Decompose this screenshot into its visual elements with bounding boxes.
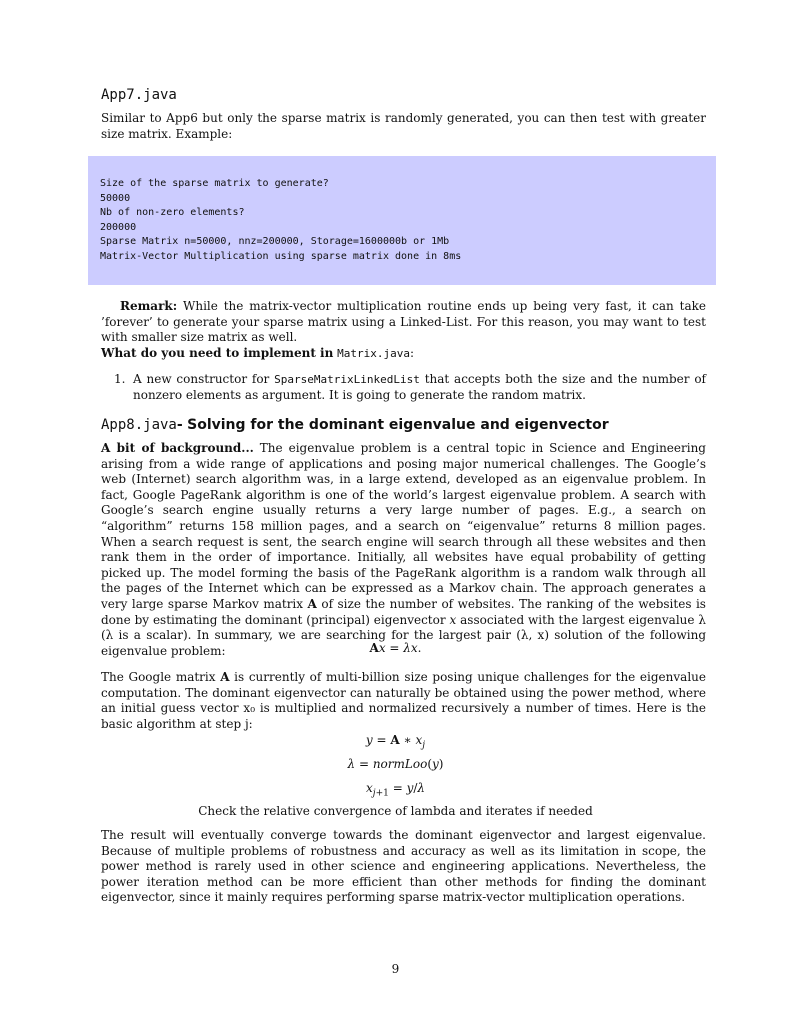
algorithm-line-3: $x_{j+1} = y/\lambda$ bbox=[366, 781, 425, 799]
code-line: 200000 bbox=[100, 221, 137, 233]
app7-heading: App7.java bbox=[101, 87, 177, 103]
page-number: 9 bbox=[391, 962, 400, 976]
convergence-note: Check the relative convergence of lambda and iterates if needed bbox=[198, 804, 593, 818]
remark-paragraph bbox=[101, 299, 706, 346]
app8-heading: App8.java- Solving for the dominant eigenvalue and eigenvector bbox=[101, 417, 609, 433]
google-paragraph: The Google matrix A is currently of multi-billion size posing unique challenges for the eigenvalue computation. The dominant eigenvector can naturally be obtained using the power method, where an initial guess vector x₀ is multiplied and normalized recursively a number of times. Here is the basic algorithm at step j: bbox=[101, 670, 706, 731]
remark-text: While the matrix-vector multiplication routine ends up being very fast, it can take ’forever’ to generate your sparse matrix using a Linked-List. For this reason, you may want to test with smaller size matrix as well. bbox=[101, 299, 706, 345]
background-paragraph: A bit of background... The eigenvalue problem is a central topic in Science and Engineering arising from a wide range of applications and posing major numerical challenges. The Google’s web (Internet) search algorithm was, in a large extend, developed as an eigenvalue problem. In fact, Google PageRank algorithm is one of the world’s largest eigenvalue problem. A search with Google’s search engine usually returns a very large number of pages. E.g., a search on “algorithm” returns 158 million pages, and a search on “eigenvalue” returns 8 million pages. When a search request is sent, the search engine will search through all these websites and then rank them in the order of importance. Initially, all websites have equal probability of getting picked up. The model forming the basis of the PageRank algorithm is a random walk through all the pages of the Internet which can be expressed as a Markov chain. The approach generates a very large sparse Markov matrix A of size the number of websites. The ranking of the websites is done by estimating the dominant (principal) eigenvector x associated with the largest eigenvalue λ (λ is a scalar). In summary, we are searching for the largest pair (λ, x) solution of the following eigenvalue problem: bbox=[101, 441, 706, 658]
algorithm-line-1: y = A ∗ $x_j$ bbox=[365, 733, 426, 751]
code-line: 50000 bbox=[100, 192, 131, 204]
implement-heading: What do you need to implement in Matrix.java: bbox=[101, 346, 415, 360]
remark-label: Remark: bbox=[120, 299, 178, 313]
code-line: Size of the sparse matrix to generate? bbox=[100, 178, 329, 189]
conclusion-paragraph: The result will eventually converge towards the dominant eigenvector and largest eigenvalue. Because of multiple problems of robustness and accuracy as well as its limitation in scope, the power method is rarely used in other science and engineering applications. Nevertheless, the power iteration method can be more efficient than other methods for finding the dominant eigenvector, since it mainly requires performing sparse matrix-vector multiplication operations. bbox=[101, 828, 706, 905]
code-line: Matrix-Vector Multiplication using sparse matrix done in 8ms bbox=[100, 250, 462, 262]
list-number: 1. bbox=[114, 372, 126, 386]
algorithm-line-2: λ = normLoo(y) bbox=[347, 757, 444, 771]
code-line: Nb of non-zero elements? bbox=[100, 207, 245, 218]
code-example-box bbox=[88, 156, 716, 285]
code-example bbox=[100, 177, 461, 264]
app7-intro: Similar to App6 but only the sparse matrix is randomly generated, you can then test with greater size matrix. Example: bbox=[101, 111, 706, 141]
todo-list-item: 1. A new constructor for SparseMatrixLinkedList that accepts both the size and the number of nonzero elements as argument. It is going to generate the random matrix. bbox=[114, 372, 706, 402]
eigen-equation: Ax = λx. bbox=[369, 641, 422, 655]
background-label: A bit of background... bbox=[101, 441, 254, 455]
code-line: Sparse Matrix n=50000, nnz=200000, Storage=1600000b or 1Mb bbox=[100, 236, 450, 247]
